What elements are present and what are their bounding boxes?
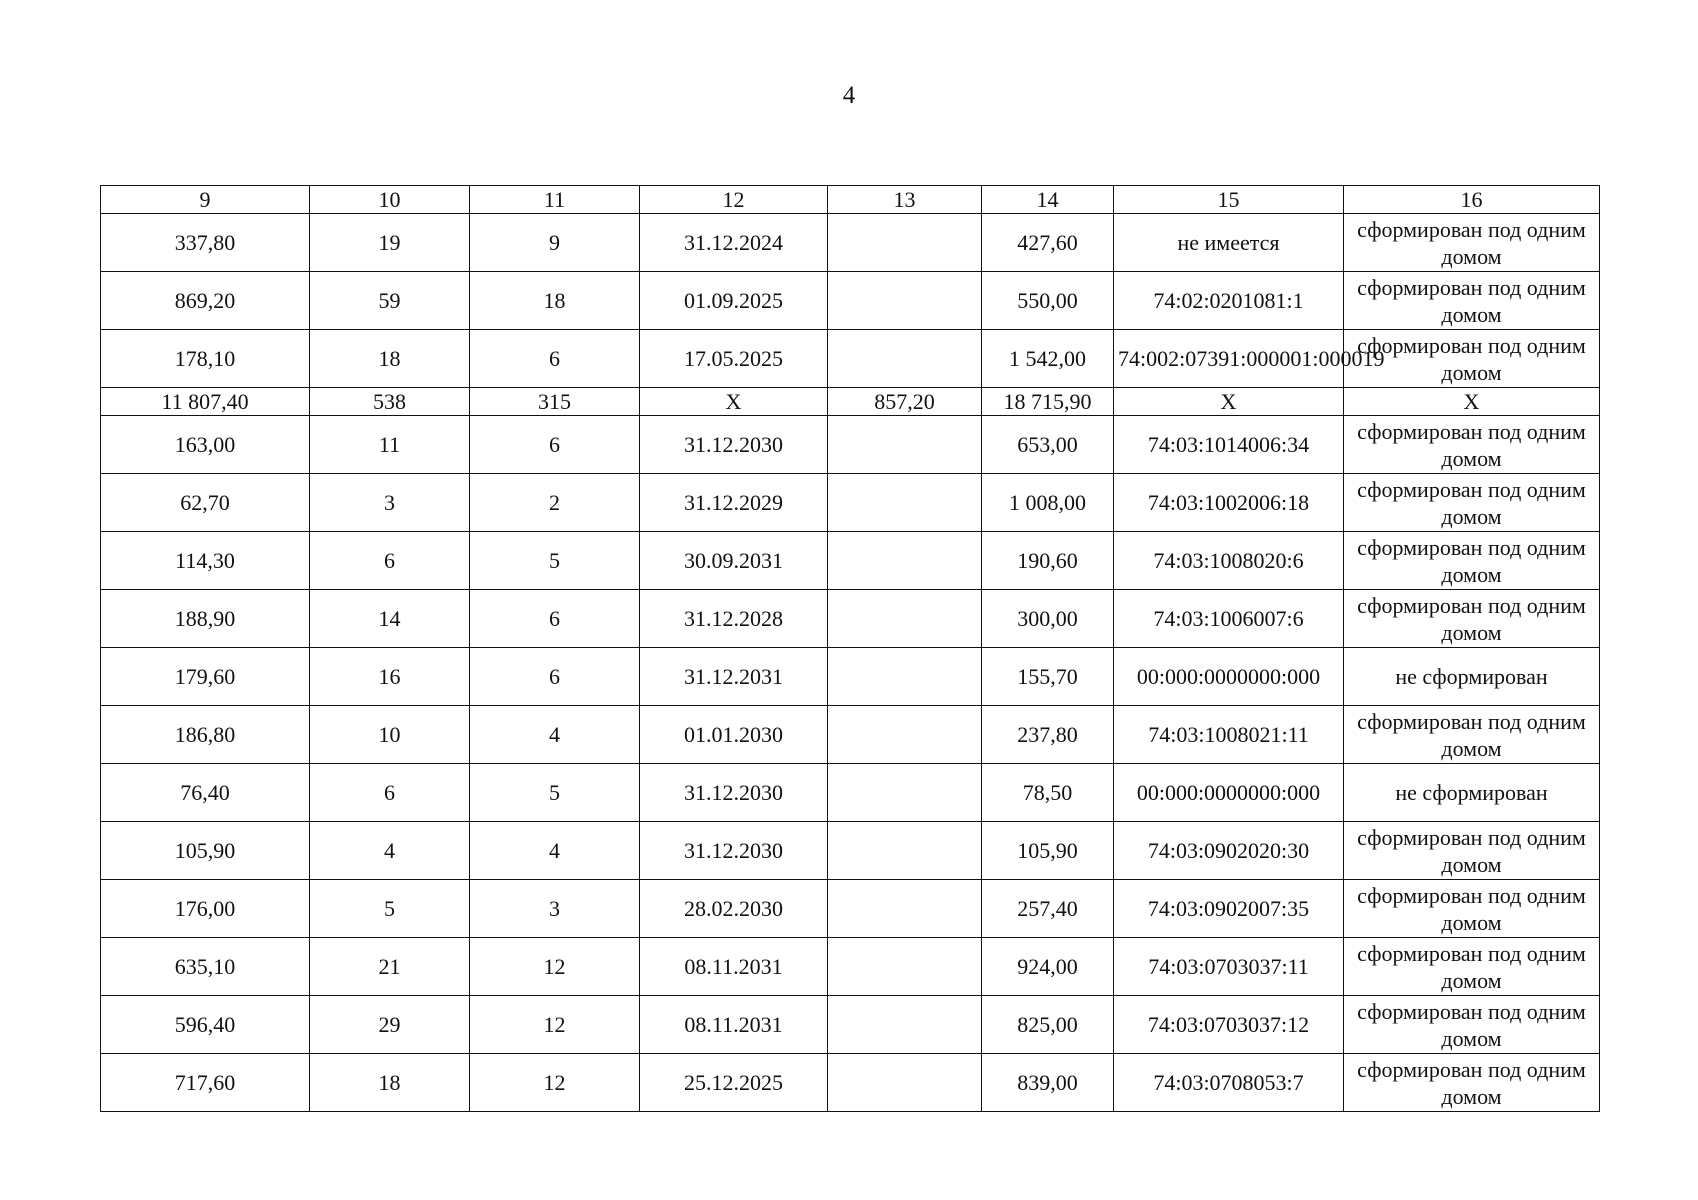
table-cell: сформирован под одним домом — [1344, 880, 1600, 938]
table-cell: сформирован под одним домом — [1344, 214, 1600, 272]
table-cell — [828, 996, 982, 1054]
table-cell: 00:000:0000000:000 — [1114, 764, 1344, 822]
table-row — [101, 214, 1600, 272]
table-cell: 300,00 — [982, 590, 1114, 648]
table-cell: 717,60 — [101, 1054, 310, 1112]
table-cell — [828, 474, 982, 532]
column-header: 10 — [310, 186, 470, 214]
table-row — [101, 474, 1600, 532]
table-cell: 6 — [470, 648, 640, 706]
table-cell: 74:03:1008020:6 — [1114, 532, 1344, 590]
table-cell: 18 — [470, 272, 640, 330]
table-row — [101, 330, 1600, 388]
table-cell: 08.11.2031 — [640, 938, 828, 996]
table-cell: 6 — [310, 764, 470, 822]
table-row — [101, 996, 1600, 1054]
table-cell: 163,00 — [101, 416, 310, 474]
table-cell — [828, 590, 982, 648]
table-row — [101, 416, 1600, 474]
table-cell: 74:002:07391:000001:000019 — [1114, 330, 1344, 388]
total-row — [101, 388, 1600, 416]
table-cell: сформирован под одним домом — [1344, 272, 1600, 330]
table-cell: 18 — [310, 1054, 470, 1112]
table-cell — [828, 822, 982, 880]
table-cell: 74:03:1002006:18 — [1114, 474, 1344, 532]
table-cell: 29 — [310, 996, 470, 1054]
column-header: 16 — [1344, 186, 1600, 214]
table-cell: сформирован под одним домом — [1344, 590, 1600, 648]
table-cell — [828, 272, 982, 330]
table-cell: 74:03:0902007:35 — [1114, 880, 1344, 938]
table-cell: не имеется — [1114, 214, 1344, 272]
table-cell: 74:03:0708053:7 — [1114, 1054, 1344, 1112]
table-row — [101, 706, 1600, 764]
table-cell: 188,90 — [101, 590, 310, 648]
table-row — [101, 764, 1600, 822]
table-cell: X — [1114, 388, 1344, 416]
table-cell: 14 — [310, 590, 470, 648]
table-cell: 155,70 — [982, 648, 1114, 706]
table-cell — [828, 532, 982, 590]
table-cell: 4 — [470, 706, 640, 764]
table-cell: 31.12.2030 — [640, 822, 828, 880]
table-cell: 59 — [310, 272, 470, 330]
table-cell: 74:03:0902020:30 — [1114, 822, 1344, 880]
table-cell: не сформирован — [1344, 648, 1600, 706]
table-cell — [828, 764, 982, 822]
table-cell: 10 — [310, 706, 470, 764]
table-cell: сформирован под одним домом — [1344, 938, 1600, 996]
table-cell: 31.12.2029 — [640, 474, 828, 532]
table-cell: 5 — [470, 532, 640, 590]
table-cell: 74:03:1014006:34 — [1114, 416, 1344, 474]
table-cell: 31.12.2030 — [640, 416, 828, 474]
column-header: 11 — [470, 186, 640, 214]
table-cell: 1 008,00 — [982, 474, 1114, 532]
table-row — [101, 648, 1600, 706]
table-cell: сформирован под одним домом — [1344, 822, 1600, 880]
table-cell: 31.12.2024 — [640, 214, 828, 272]
table-cell — [828, 938, 982, 996]
table-cell: 237,80 — [982, 706, 1114, 764]
table-cell: 3 — [470, 880, 640, 938]
table-row — [101, 590, 1600, 648]
table-cell — [828, 330, 982, 388]
table-cell: X — [640, 388, 828, 416]
table-cell: 4 — [470, 822, 640, 880]
table-cell: сформирован под одним домом — [1344, 416, 1600, 474]
table-row — [101, 532, 1600, 590]
table-cell: 550,00 — [982, 272, 1114, 330]
table-cell: 18 715,90 — [982, 388, 1114, 416]
table-cell: 3 — [310, 474, 470, 532]
table-cell: 11 — [310, 416, 470, 474]
table-cell: 635,10 — [101, 938, 310, 996]
table-cell — [828, 416, 982, 474]
table-cell — [828, 214, 982, 272]
table-cell: 01.09.2025 — [640, 272, 828, 330]
table-cell: 21 — [310, 938, 470, 996]
table-cell: 6 — [470, 330, 640, 388]
table-cell: 16 — [310, 648, 470, 706]
table-header-row — [101, 186, 1600, 214]
table-cell: 74:03:0703037:11 — [1114, 938, 1344, 996]
table-cell: 31.12.2030 — [640, 764, 828, 822]
table-cell: не сформирован — [1344, 764, 1600, 822]
table-cell — [828, 1054, 982, 1112]
table-cell — [828, 706, 982, 764]
table-cell: 11 807,40 — [101, 388, 310, 416]
table-cell: 869,20 — [101, 272, 310, 330]
table-cell: 178,10 — [101, 330, 310, 388]
table-cell: 2 — [470, 474, 640, 532]
table-cell: 28.02.2030 — [640, 880, 828, 938]
table-cell: сформирован под одним домом — [1344, 330, 1600, 388]
table-cell: 105,90 — [982, 822, 1114, 880]
table-cell: X — [1344, 388, 1600, 416]
column-header: 13 — [828, 186, 982, 214]
table-cell: 6 — [470, 416, 640, 474]
table-cell: 25.12.2025 — [640, 1054, 828, 1112]
table-cell: 08.11.2031 — [640, 996, 828, 1054]
column-header: 15 — [1114, 186, 1344, 214]
table-cell — [828, 648, 982, 706]
table-cell: 00:000:0000000:000 — [1114, 648, 1344, 706]
table-cell: 1 542,00 — [982, 330, 1114, 388]
table-cell: 653,00 — [982, 416, 1114, 474]
table-cell: сформирован под одним домом — [1344, 474, 1600, 532]
table-cell: 857,20 — [828, 388, 982, 416]
table-cell: 31.12.2028 — [640, 590, 828, 648]
table-cell: 18 — [310, 330, 470, 388]
table-cell: 12 — [470, 938, 640, 996]
table-cell: сформирован под одним домом — [1344, 996, 1600, 1054]
table-cell: 76,40 — [101, 764, 310, 822]
table-cell: 30.09.2031 — [640, 532, 828, 590]
table-cell: 427,60 — [982, 214, 1114, 272]
table-cell: 74:03:1008021:11 — [1114, 706, 1344, 764]
table-cell: 9 — [470, 214, 640, 272]
table-cell: 114,30 — [101, 532, 310, 590]
table-cell: 176,00 — [101, 880, 310, 938]
table-cell — [828, 880, 982, 938]
table-cell: 5 — [470, 764, 640, 822]
table-cell: 12 — [470, 1054, 640, 1112]
table-row — [101, 938, 1600, 996]
table-cell: 31.12.2031 — [640, 648, 828, 706]
table-cell: 19 — [310, 214, 470, 272]
table-cell: 190,60 — [982, 532, 1114, 590]
table-cell: 01.01.2030 — [640, 706, 828, 764]
table-cell: 105,90 — [101, 822, 310, 880]
table-cell: 12 — [470, 996, 640, 1054]
table-cell: 17.05.2025 — [640, 330, 828, 388]
column-header: 14 — [982, 186, 1114, 214]
table-cell: 186,80 — [101, 706, 310, 764]
table-row — [101, 272, 1600, 330]
table-row — [101, 822, 1600, 880]
data-table — [100, 185, 1600, 1112]
table-cell: 179,60 — [101, 648, 310, 706]
table-cell: 538 — [310, 388, 470, 416]
table-cell: 78,50 — [982, 764, 1114, 822]
table-cell: 5 — [310, 880, 470, 938]
table-cell: 596,40 — [101, 996, 310, 1054]
table-cell: 924,00 — [982, 938, 1114, 996]
column-header: 12 — [640, 186, 828, 214]
table-cell: 315 — [470, 388, 640, 416]
table-cell: 74:02:0201081:1 — [1114, 272, 1344, 330]
table-cell: сформирован под одним домом — [1344, 1054, 1600, 1112]
table-cell: 6 — [310, 532, 470, 590]
table-cell: 825,00 — [982, 996, 1114, 1054]
table-cell: 839,00 — [982, 1054, 1114, 1112]
table-cell: 337,80 — [101, 214, 310, 272]
table-cell: 4 — [310, 822, 470, 880]
column-header: 9 — [101, 186, 310, 214]
table-cell: 6 — [470, 590, 640, 648]
table-cell: сформирован под одним домом — [1344, 706, 1600, 764]
table-cell: сформирован под одним домом — [1344, 532, 1600, 590]
table-cell: 257,40 — [982, 880, 1114, 938]
table-body — [101, 214, 1600, 1112]
table-row — [101, 1054, 1600, 1112]
table-cell: 74:03:1006007:6 — [1114, 590, 1344, 648]
table-row — [101, 880, 1600, 938]
table-cell: 62,70 — [101, 474, 310, 532]
table-cell: 74:03:0703037:12 — [1114, 996, 1344, 1054]
page-number: 4 — [842, 82, 856, 109]
